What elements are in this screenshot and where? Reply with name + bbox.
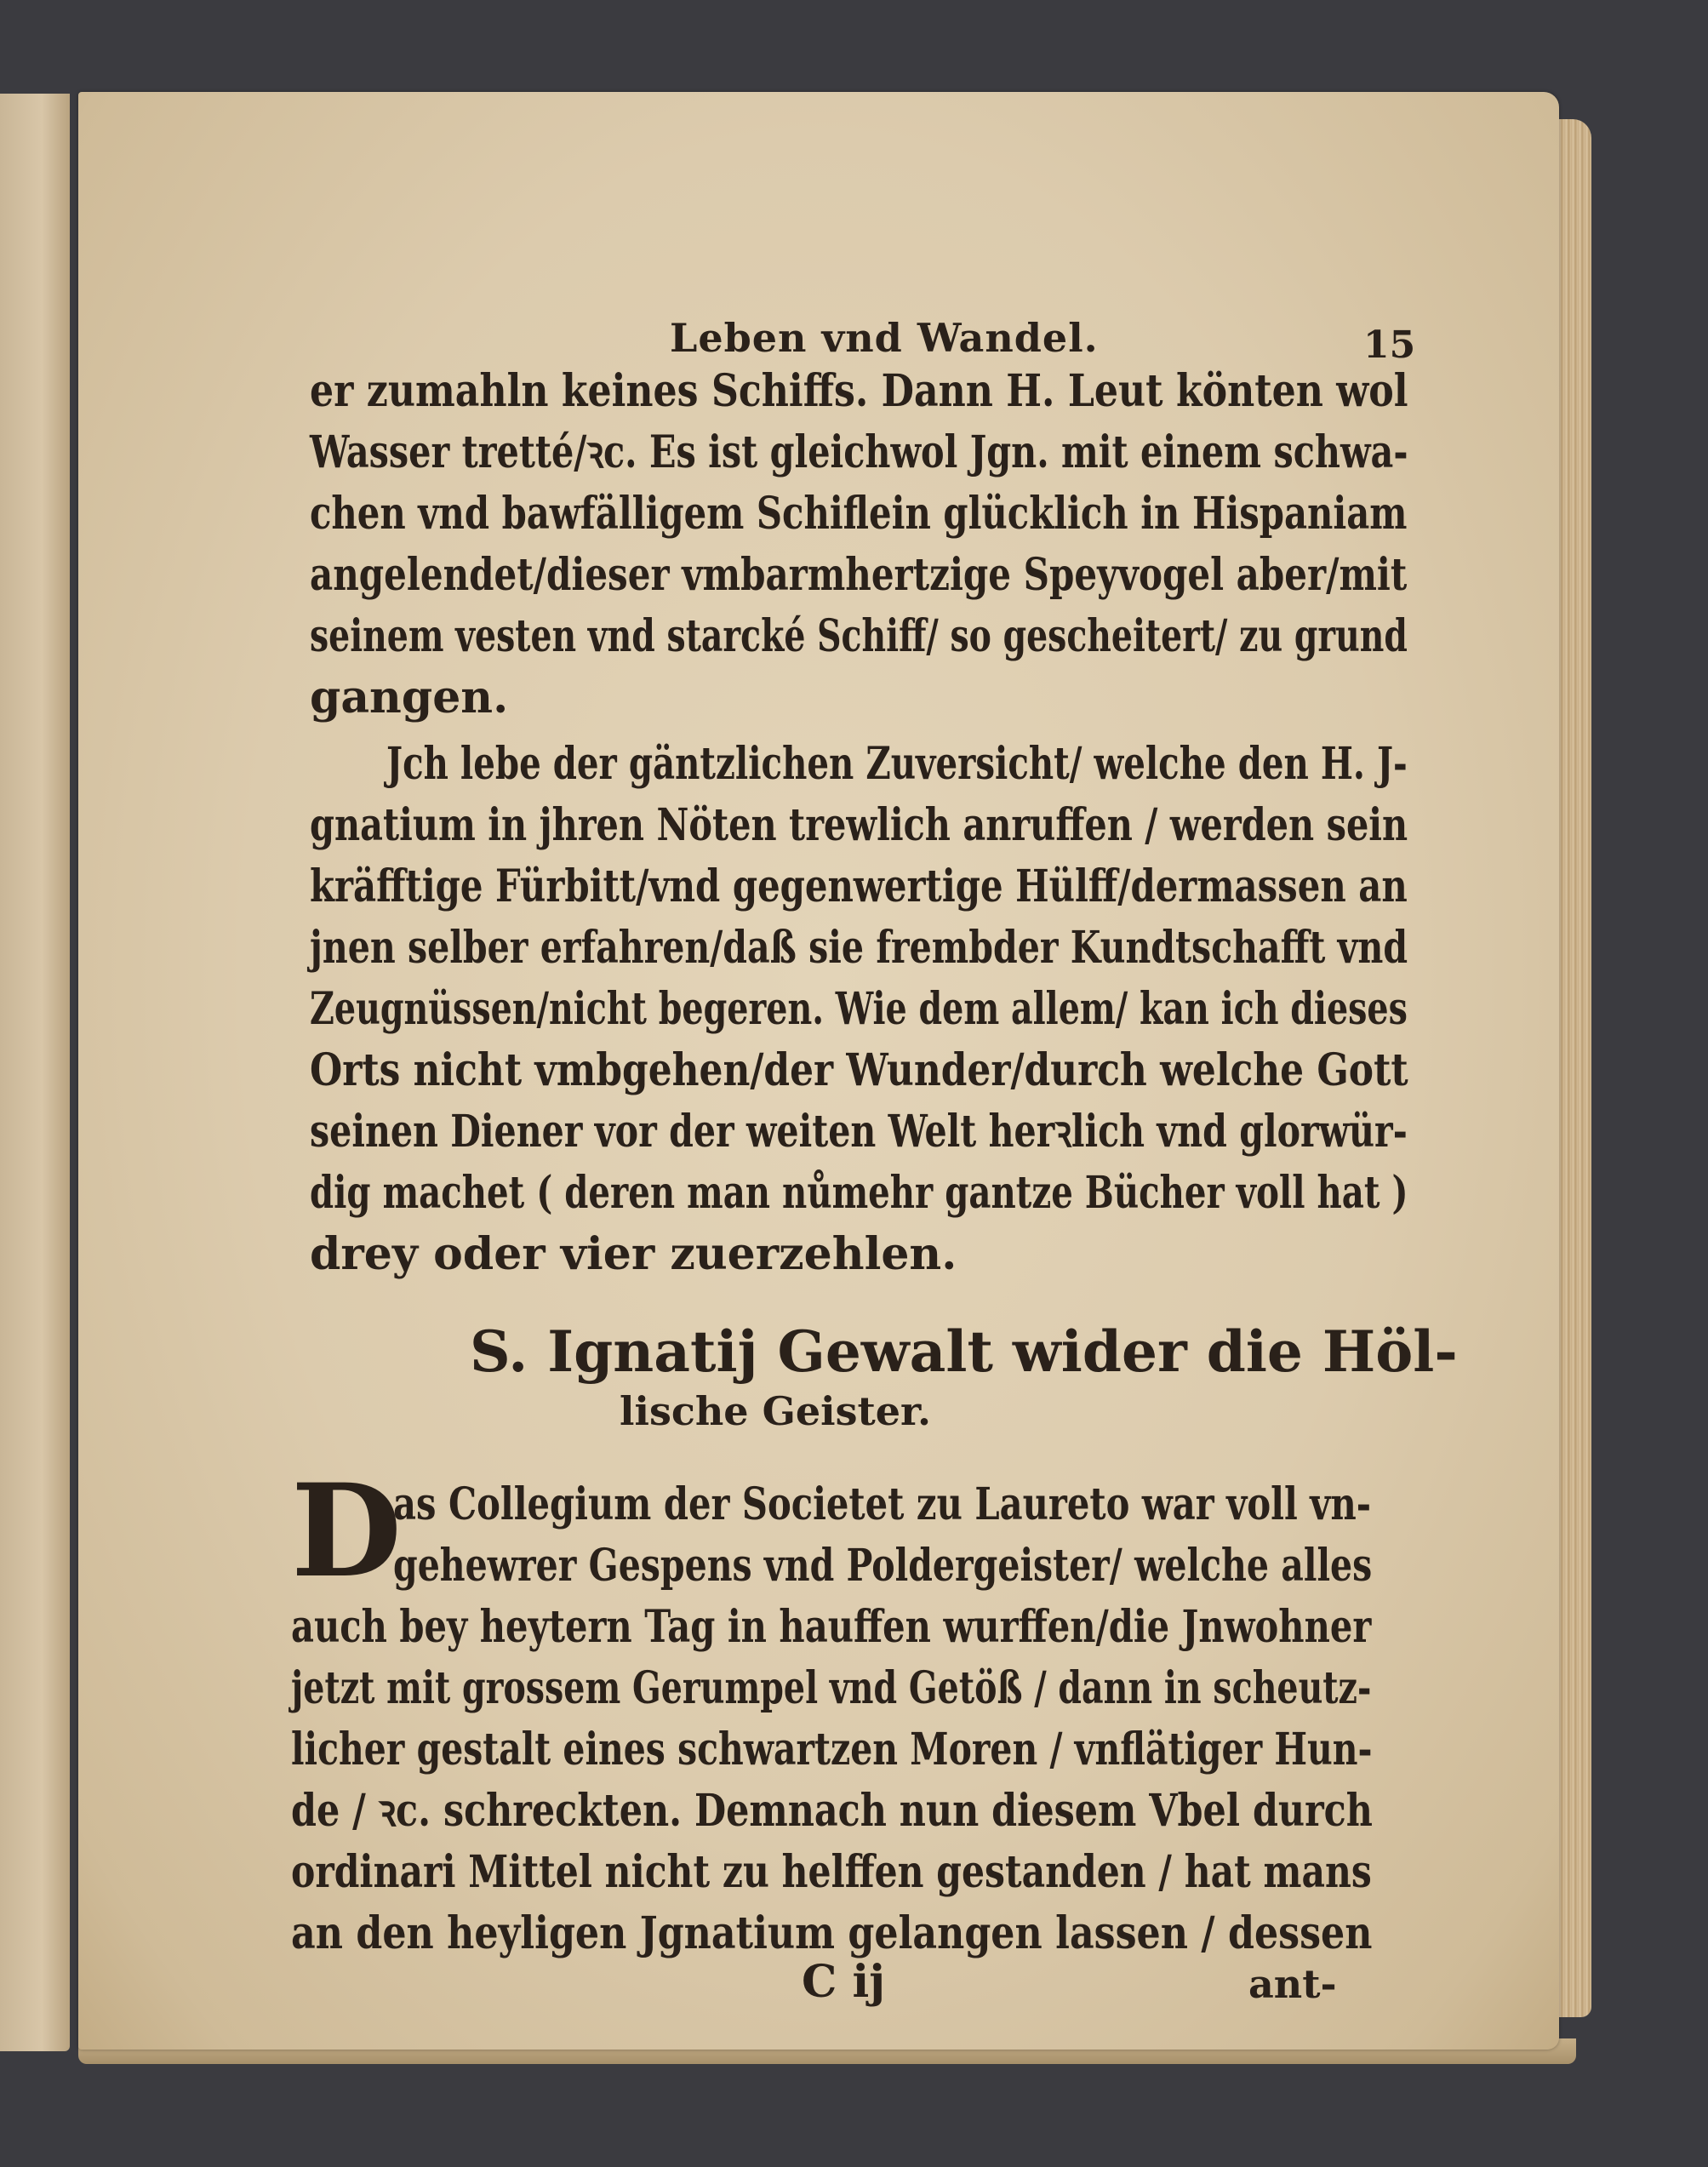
text-line: kräfftige Fürbitt/vnd gegenwertige Hülff/dermassen an bbox=[310, 861, 1408, 912]
text-line: auch bey heytern Tag in hauffen wurffen/die Jnwohner bbox=[291, 1601, 1372, 1653]
text-line: drey oder vier zuerzehlen. bbox=[310, 1228, 957, 1280]
text-line: dig machet ( deren man nůmehr gantze Bücher voll hat ) bbox=[310, 1167, 1408, 1219]
catchword: ant- bbox=[1248, 1961, 1337, 2007]
text-line: seinen Diener vor der weiten Welt herꝛlich vnd glorwür- bbox=[310, 1106, 1408, 1158]
text-line: Wasser tretté/ꝛc. Es ist gleichwol Jgn. mit einem schwa- bbox=[310, 426, 1408, 478]
book-page bbox=[78, 92, 1559, 2050]
text-line: gangen. bbox=[310, 672, 509, 723]
signature-mark: C ij bbox=[802, 1956, 886, 2008]
running-head: Leben vnd Wandel. bbox=[670, 315, 1099, 361]
text-line: angelendet/dieser vmbarmhertzige Speyvogel aber/mit bbox=[310, 549, 1408, 601]
page-number: 15 bbox=[1363, 323, 1416, 367]
text-line: ordinari Mittel nicht zu helffen gestanden / hat mans bbox=[291, 1846, 1372, 1898]
text-line: seinem vesten vnd starcké Schiff/ so gescheitert/ zu grund bbox=[310, 610, 1408, 662]
section-heading-line-1: S. Ignatij Gewalt wider die Höl- bbox=[470, 1318, 1458, 1385]
text-line: an den heyligen Jgnatium gelangen lassen / dessen bbox=[291, 1907, 1373, 1959]
section-heading-line-2: lische Geister. bbox=[620, 1388, 932, 1434]
text-line: gehewrer Gespens vnd Poldergeister/ welche alles bbox=[393, 1540, 1373, 1592]
text-line: Jch lebe der gäntzlichen Zuversicht/ welche den H. J- bbox=[386, 738, 1408, 790]
text-line: Zeugnüssen/nicht begeren. Wie dem allem/ kan ich dieses bbox=[310, 983, 1408, 1035]
text-line: jetzt mit grossem Gerumpel vnd Getöß / dann in scheutz- bbox=[291, 1662, 1372, 1714]
text-line: jnen selber erfahren/daß sie frembder Kundtschafft vnd bbox=[310, 922, 1408, 974]
section-heading bbox=[78, 1318, 1559, 1437]
text-line: Orts nicht vmbgehen/der Wunder/durch welche Gott bbox=[310, 1044, 1408, 1096]
text-line: as Collegium der Societet zu Laureto war voll vn- bbox=[393, 1478, 1372, 1530]
drop-cap: D bbox=[291, 1456, 403, 1606]
text-line: de / ꝛc. schreckten. Demnach nun diesem Vbel durch bbox=[291, 1785, 1373, 1837]
facing-page-edge bbox=[0, 94, 70, 2051]
text-line: er zumahln keines Schiffs. Dann H. Leut könten wol bbox=[310, 365, 1408, 417]
text-line: gnatium in jhren Nöten trewlich anruffen / werden sein bbox=[310, 799, 1408, 851]
text-line: chen vnd bawfälligem Schiflein glücklich in Hispaniam bbox=[310, 488, 1408, 540]
text-line: licher gestalt eines schwartzen Moren / vnflätiger Hun- bbox=[291, 1724, 1373, 1775]
